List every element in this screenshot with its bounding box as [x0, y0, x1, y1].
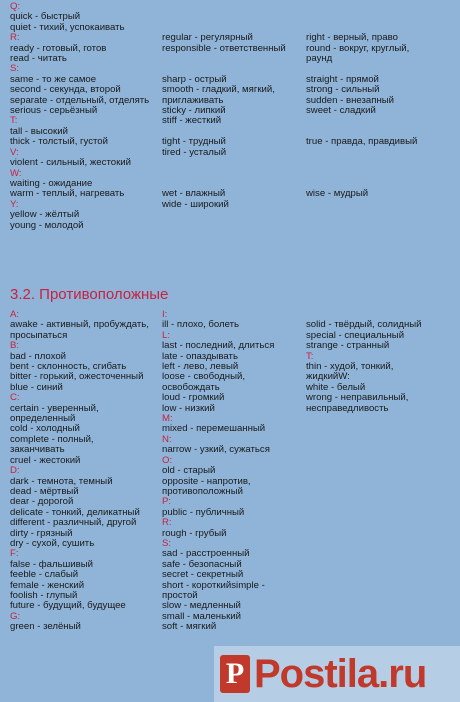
spacer — [162, 168, 306, 178]
spacer — [162, 23, 306, 33]
word-entry: bad - плохой — [10, 351, 67, 362]
word-entry: приглаживать — [162, 95, 224, 106]
word-entry: thin - худой, тонкий, — [306, 362, 394, 373]
word-entry: tall - высокий — [10, 126, 68, 137]
word-entry: tired - усталый — [162, 147, 227, 158]
word-entry: future - будущий, будущее — [10, 601, 126, 612]
letter-header: T: — [10, 116, 18, 127]
word-entry: right - верный, право — [306, 33, 398, 44]
word-entry: просыпаться — [10, 330, 68, 341]
word-entry: yellow - жёлтый — [10, 210, 80, 221]
word-entry: soft - мягкий — [162, 622, 217, 633]
spacer — [306, 23, 456, 33]
spacer — [306, 310, 456, 320]
spacer — [162, 12, 306, 22]
word-entry: round - вокруг, круглый, — [306, 43, 410, 54]
letter-header: R: — [10, 33, 20, 44]
word-entry: mixed - перемешанный — [162, 424, 266, 435]
word-entry: dark - темнота, темный — [10, 476, 113, 487]
word-entry: low - низкий — [162, 403, 215, 414]
word-entry: certain - уверенный, — [10, 403, 99, 414]
word-entry: thick - толстый, густой — [10, 137, 109, 148]
word-entry: responsible - ответственный — [162, 43, 286, 54]
word-entry: bent - склонность, сгибать — [10, 362, 127, 373]
word-entry: blue - синий — [10, 382, 63, 393]
word-entry: ill - плохо, болеть — [162, 320, 240, 331]
word-entry: определенный — [10, 414, 76, 425]
word-entry: late - опаздывать — [162, 351, 238, 362]
word-entry: different - различный, другой — [10, 518, 137, 529]
spacer — [162, 64, 306, 74]
word-entry: rough - грубый — [162, 528, 227, 539]
word-entry: wide - широкий — [162, 199, 229, 210]
postila-watermark[interactable] — [214, 646, 460, 702]
word-entry: sweet - сладкий — [306, 106, 376, 116]
word-entry: wrong - неправильный, — [306, 393, 409, 404]
word-entry: foolish - глупый — [10, 590, 78, 601]
word-entry: wet - влажный — [162, 189, 226, 200]
word-entry: special - специальный — [306, 330, 405, 341]
word-entry: несправедливость — [306, 403, 389, 414]
word-entry: sticky - липкий — [162, 105, 226, 116]
word-entry: false - фальшивый — [10, 559, 94, 570]
letter-header: L: — [162, 330, 171, 341]
word-entry: regular - регулярный — [162, 33, 253, 44]
word-entry: same - то же самое — [10, 74, 97, 85]
word-entry: short - короткийsimple - — [162, 580, 265, 591]
spacer — [306, 127, 456, 137]
letter-header: P: — [162, 497, 172, 508]
spacer — [306, 64, 456, 74]
word-entry: dirty - грязный — [10, 528, 73, 539]
spacer — [162, 2, 306, 12]
word-entry: read - читать — [10, 54, 67, 65]
word-entry: violent - сильный, жестокий — [10, 158, 131, 169]
word-entry: straight - прямой — [306, 74, 379, 85]
word-entry: white - белый — [306, 382, 366, 393]
word-column-2 — [162, 310, 306, 633]
spacer — [162, 54, 306, 64]
word-entry: warm - теплый, нагревать — [10, 189, 125, 200]
letter-header: Y: — [10, 199, 19, 210]
word-entry: true - правда, правдивый — [306, 137, 418, 148]
word-entry: жидкийW: — [306, 372, 350, 383]
word-entry: left - лево, левый — [162, 362, 239, 373]
letter-header: G: — [10, 611, 21, 622]
word-entry: заканчивать — [10, 445, 65, 456]
word-entry: раунд — [306, 53, 333, 64]
word-entry: safe - безопасный — [162, 559, 242, 570]
word-entry: feeble - слабый — [10, 570, 79, 581]
word-entry: delicate - тонкий, деликатный — [10, 507, 140, 518]
word-entry: serious - серьёзный — [10, 106, 98, 117]
word-entry: complete - полный, — [10, 434, 94, 445]
word-entry: small - маленький — [162, 611, 241, 622]
word-entry: smooth - гладкий, мягкий, — [162, 85, 275, 96]
spacer — [306, 158, 456, 168]
letter-header: D: — [10, 466, 20, 477]
word-entry: public - публичный — [162, 507, 245, 518]
word-column-3 — [306, 2, 456, 231]
word-entry: wise - мудрый — [306, 189, 369, 200]
word-entry: cruel - жестокий — [10, 455, 81, 466]
word-entry: separate - отдельный, отделять — [10, 95, 150, 106]
word-entry: bitter - горький, ожесточенный — [10, 372, 144, 383]
letter-header: A: — [10, 310, 20, 320]
letter-header: W: — [10, 168, 22, 179]
word-entry: solid - твёрдый, солидный — [306, 320, 422, 331]
word-entry: loose - свободный, — [162, 372, 246, 383]
word-entry: secret - секретный — [162, 570, 244, 581]
spacer — [306, 12, 456, 22]
word-list-section-2 — [10, 310, 454, 633]
word-entry: освобождать — [162, 382, 220, 393]
word-entry: quick - быстрый — [10, 12, 81, 23]
word-column-3 — [306, 310, 456, 633]
word-entry: ready - готовый, готов — [10, 43, 107, 54]
word-entry: old - старый — [162, 466, 216, 477]
letter-header: S: — [10, 64, 20, 75]
word-entry: quiet - тихий, успокаивать — [10, 22, 125, 33]
spacer — [162, 158, 306, 168]
word-entry: sharp - острый — [162, 74, 227, 85]
letter-header: V: — [10, 147, 19, 158]
section-heading: 3.2. Противоположные — [10, 286, 169, 303]
postila-logo-icon: P — [220, 655, 250, 693]
word-entry: stiff - жесткий — [162, 116, 222, 127]
word-entry: opposite - напротив, — [162, 476, 251, 487]
word-entry: dry - сухой, сушить — [10, 538, 95, 549]
word-entry: last - последний, длиться — [162, 341, 275, 352]
word-entry: strong - сильный — [306, 85, 380, 96]
word-entry: cold - холодный — [10, 424, 80, 435]
spacer — [306, 168, 456, 178]
word-entry: waiting - ожидание — [10, 178, 93, 189]
letter-header: I: — [162, 310, 168, 320]
word-entry: sad - расстроенный — [162, 549, 250, 560]
letter-header: C: — [10, 393, 20, 404]
postila-logo-text: Postila.ru — [254, 651, 427, 696]
letter-header: T: — [306, 351, 314, 362]
word-entry: простой — [162, 590, 198, 601]
letter-header: R: — [162, 518, 172, 529]
word-entry: dead - мёртвый — [10, 486, 79, 497]
word-entry: strange - странный — [306, 341, 390, 352]
spacer — [306, 148, 456, 158]
word-entry: dear - дорогой — [10, 497, 74, 508]
word-entry: loud - громкий — [162, 393, 225, 404]
letter-header: B: — [10, 341, 20, 352]
word-entry: противоположный — [162, 486, 243, 497]
letter-header: F: — [10, 549, 19, 560]
word-column-2 — [162, 2, 306, 231]
word-entry: second - секунда, второй — [10, 85, 121, 96]
letter-header: S: — [162, 538, 172, 549]
spacer — [306, 179, 456, 189]
spacer — [306, 2, 456, 12]
word-entry: female - женский — [10, 580, 85, 591]
spacer — [162, 127, 306, 137]
word-entry: green - зелёный — [10, 622, 81, 633]
letter-header: O: — [162, 455, 173, 466]
word-entry: sudden - внезапный — [306, 95, 395, 106]
word-column-1 — [10, 310, 162, 633]
letter-header: N: — [162, 434, 172, 445]
word-entry: tight - трудный — [162, 137, 226, 148]
word-entry: young - молодой — [10, 220, 84, 231]
letter-header: M: — [162, 414, 173, 425]
word-entry: narrow - узкий, сужаться — [162, 445, 270, 456]
word-list-section-1 — [10, 2, 454, 231]
spacer — [162, 179, 306, 189]
letter-header: Q: — [10, 2, 21, 12]
word-entry: awake - активный, пробуждать, — [10, 320, 149, 331]
spacer — [306, 116, 456, 126]
word-entry: slow - медленный — [162, 601, 241, 612]
word-column-1 — [10, 2, 162, 231]
